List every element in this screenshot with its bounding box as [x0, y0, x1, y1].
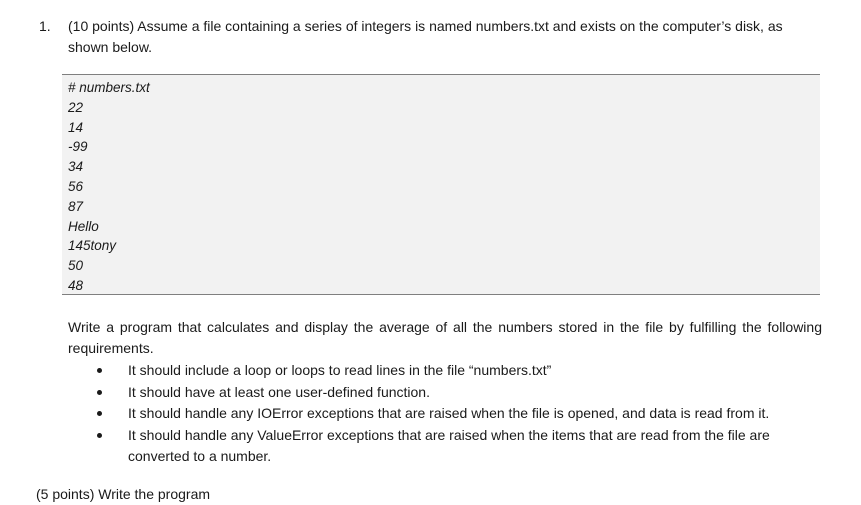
requirement-text: It should have at least one user-defined function.	[128, 383, 430, 400]
file-listing-block	[62, 74, 820, 295]
file-line: 145tony	[68, 238, 117, 254]
requirement-item	[0, 403, 818, 425]
bullet-icon	[97, 411, 102, 416]
bullet-icon	[97, 390, 102, 395]
file-lines	[68, 78, 150, 296]
file-line: 22	[68, 99, 84, 115]
requirement-item	[0, 382, 818, 404]
file-line: 56	[68, 178, 84, 194]
bullet-icon	[97, 433, 102, 438]
file-line: 50	[68, 258, 84, 274]
question-number: 1.	[39, 18, 51, 34]
file-line: 34	[68, 159, 84, 175]
file-line: 48	[68, 277, 84, 293]
file-header: # numbers.txt	[68, 80, 150, 95]
bullet-icon	[97, 368, 102, 373]
file-line: 87	[68, 198, 84, 214]
requirement-text: It should include a loop or loops to read lines in the file “numbers.txt”	[128, 362, 552, 378]
requirement-text: It should handle any ValueError exceptions that are raised when the items that are read from the file are converted to a number.	[128, 426, 770, 464]
requirements-list	[0, 360, 861, 468]
requirement-text: It should handle any IOError exceptions that are raised when the file is opened, and data is read from it.	[128, 405, 770, 421]
file-line: -99	[68, 139, 88, 155]
requirement-item	[0, 360, 818, 382]
file-line: Hello	[68, 218, 99, 234]
question-prompt: (10 points) Assume a file containing a series of integers is named numbers.txt and exists on the computer’s disk, as shown below.	[68, 18, 783, 55]
requirement-item	[0, 425, 818, 468]
next-question-partial: (5 points) Write the program	[36, 486, 211, 502]
instructions-paragraph: Write a program that calculates and display the average of all the numbers stored in the file by fulfilling the following requirements.	[68, 319, 822, 356]
file-line: 14	[68, 119, 84, 135]
